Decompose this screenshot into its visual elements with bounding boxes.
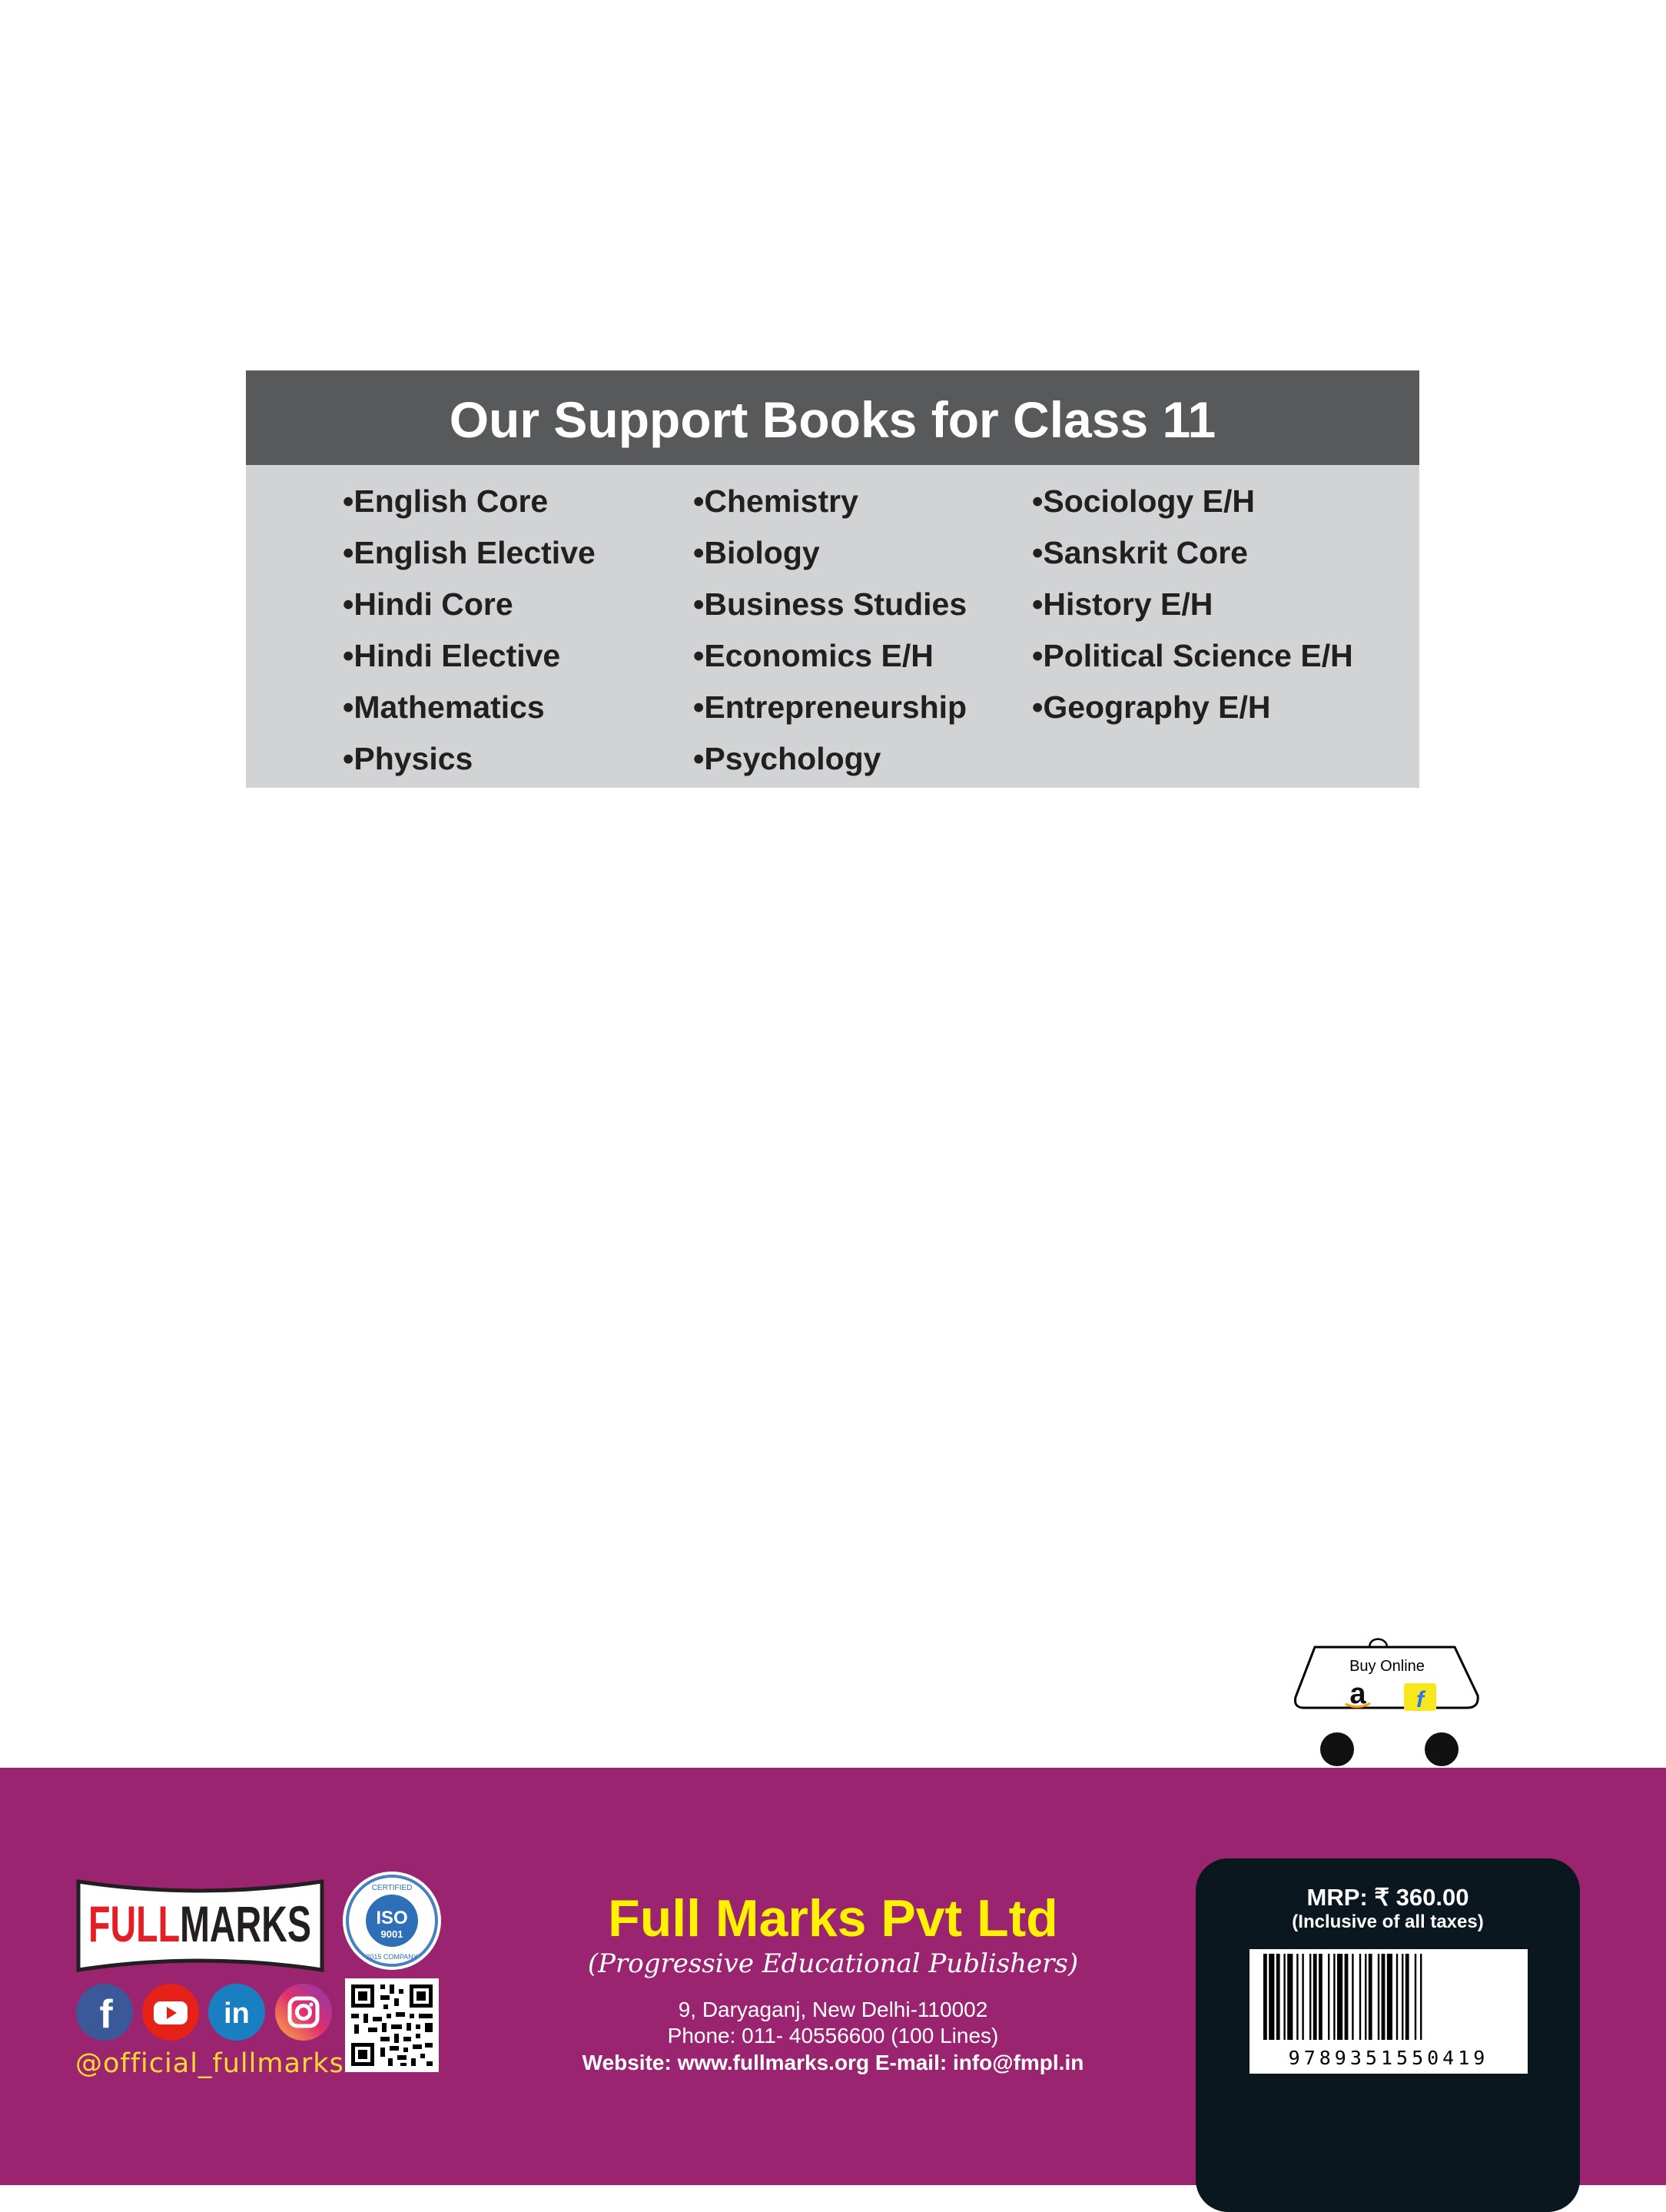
iso-badge	[341, 1870, 443, 1971]
svg-text:9001: 9001	[380, 1928, 403, 1940]
price-box	[1196, 1858, 1580, 2212]
book-column-1	[343, 476, 596, 785]
company-phone: Phone: 011- 40556600 (100 Lines)	[667, 2024, 999, 2048]
book-item: • Sociology E/H	[1032, 476, 1353, 527]
book-item: • Biology	[693, 527, 967, 579]
buy-online-label: Buy Online	[1349, 1658, 1425, 1675]
svg-text:in: in	[224, 1998, 250, 2030]
book-item: • English Elective	[343, 527, 596, 579]
book-item: • Sanskrit Core	[1032, 527, 1353, 579]
support-books-title: Our Support Books for Class 11	[449, 391, 1216, 448]
book-item: • Mathematics	[343, 682, 596, 733]
book-item: • Political Science E/H	[1032, 630, 1353, 682]
svg-text:FULLMARKS: FULLMARKS	[88, 1895, 367, 1952]
book-item: • Economics E/H	[693, 630, 967, 682]
svg-text:f: f	[1416, 1687, 1424, 1712]
instagram-icon[interactable]	[274, 1983, 333, 2041]
book-item: • Geography E/H	[1032, 682, 1353, 733]
book-item: • History E/H	[1032, 579, 1353, 630]
svg-text:f: f	[99, 1992, 113, 2037]
svg-text:a: a	[1349, 1678, 1366, 1710]
cart-body	[1295, 1647, 1478, 1708]
mrp-price: MRP: ₹ 360.00	[1306, 1884, 1469, 1911]
company-name: Full Marks Pvt Ltd	[608, 1889, 1058, 1948]
fullmarks-logo	[75, 1878, 367, 1973]
svg-text:2015 COMPANY: 2015 COMPANY	[366, 1953, 418, 1961]
tax-note: (Inclusive of all taxes)	[1292, 1911, 1484, 1932]
svg-text:CERTIFIED: CERTIFIED	[371, 1884, 413, 1892]
cart-wheel-right	[1425, 1732, 1459, 1766]
buy-online-cart[interactable]	[1293, 1632, 1482, 1771]
book-item: • Hindi Elective	[343, 630, 596, 682]
book-item: • Entrepreneurship	[693, 682, 967, 733]
support-books-panel	[246, 370, 1419, 788]
book-item: • English Core	[343, 476, 596, 527]
qr-code[interactable]	[345, 1978, 439, 2072]
book-column-2	[693, 476, 967, 785]
company-tagline: (Progressive Educational Publishers)	[587, 1948, 1079, 1979]
book-item: • Hindi Core	[343, 579, 596, 630]
book-item: • Physics	[343, 733, 596, 785]
company-website-email[interactable]: Website: www.fullmarks.org E-mail: info@fmpl.in	[582, 2051, 1084, 2074]
support-books-header	[246, 370, 1419, 465]
book-item: • Psychology	[693, 733, 967, 785]
flipkart-icon[interactable]	[1404, 1683, 1436, 1712]
facebook-icon[interactable]	[75, 1983, 134, 2041]
isbn-digits: 9789351550419	[1288, 2047, 1489, 2069]
book-item: • Business Studies	[693, 579, 967, 630]
company-address: 9, Daryaganj, New Delhi-110002	[678, 1998, 988, 2021]
book-item: • Chemistry	[693, 476, 967, 527]
isbn-barcode	[1250, 1949, 1528, 2074]
social-handle[interactable]: @official_fullmarks	[75, 2048, 344, 2079]
barcode-bars	[1250, 1954, 1528, 2049]
book-column-3	[1032, 476, 1353, 733]
youtube-icon[interactable]	[141, 1983, 200, 2041]
cart-wheel-left	[1320, 1732, 1354, 1766]
linkedin-icon[interactable]	[207, 1983, 266, 2041]
svg-text:ISO: ISO	[376, 1908, 408, 1928]
